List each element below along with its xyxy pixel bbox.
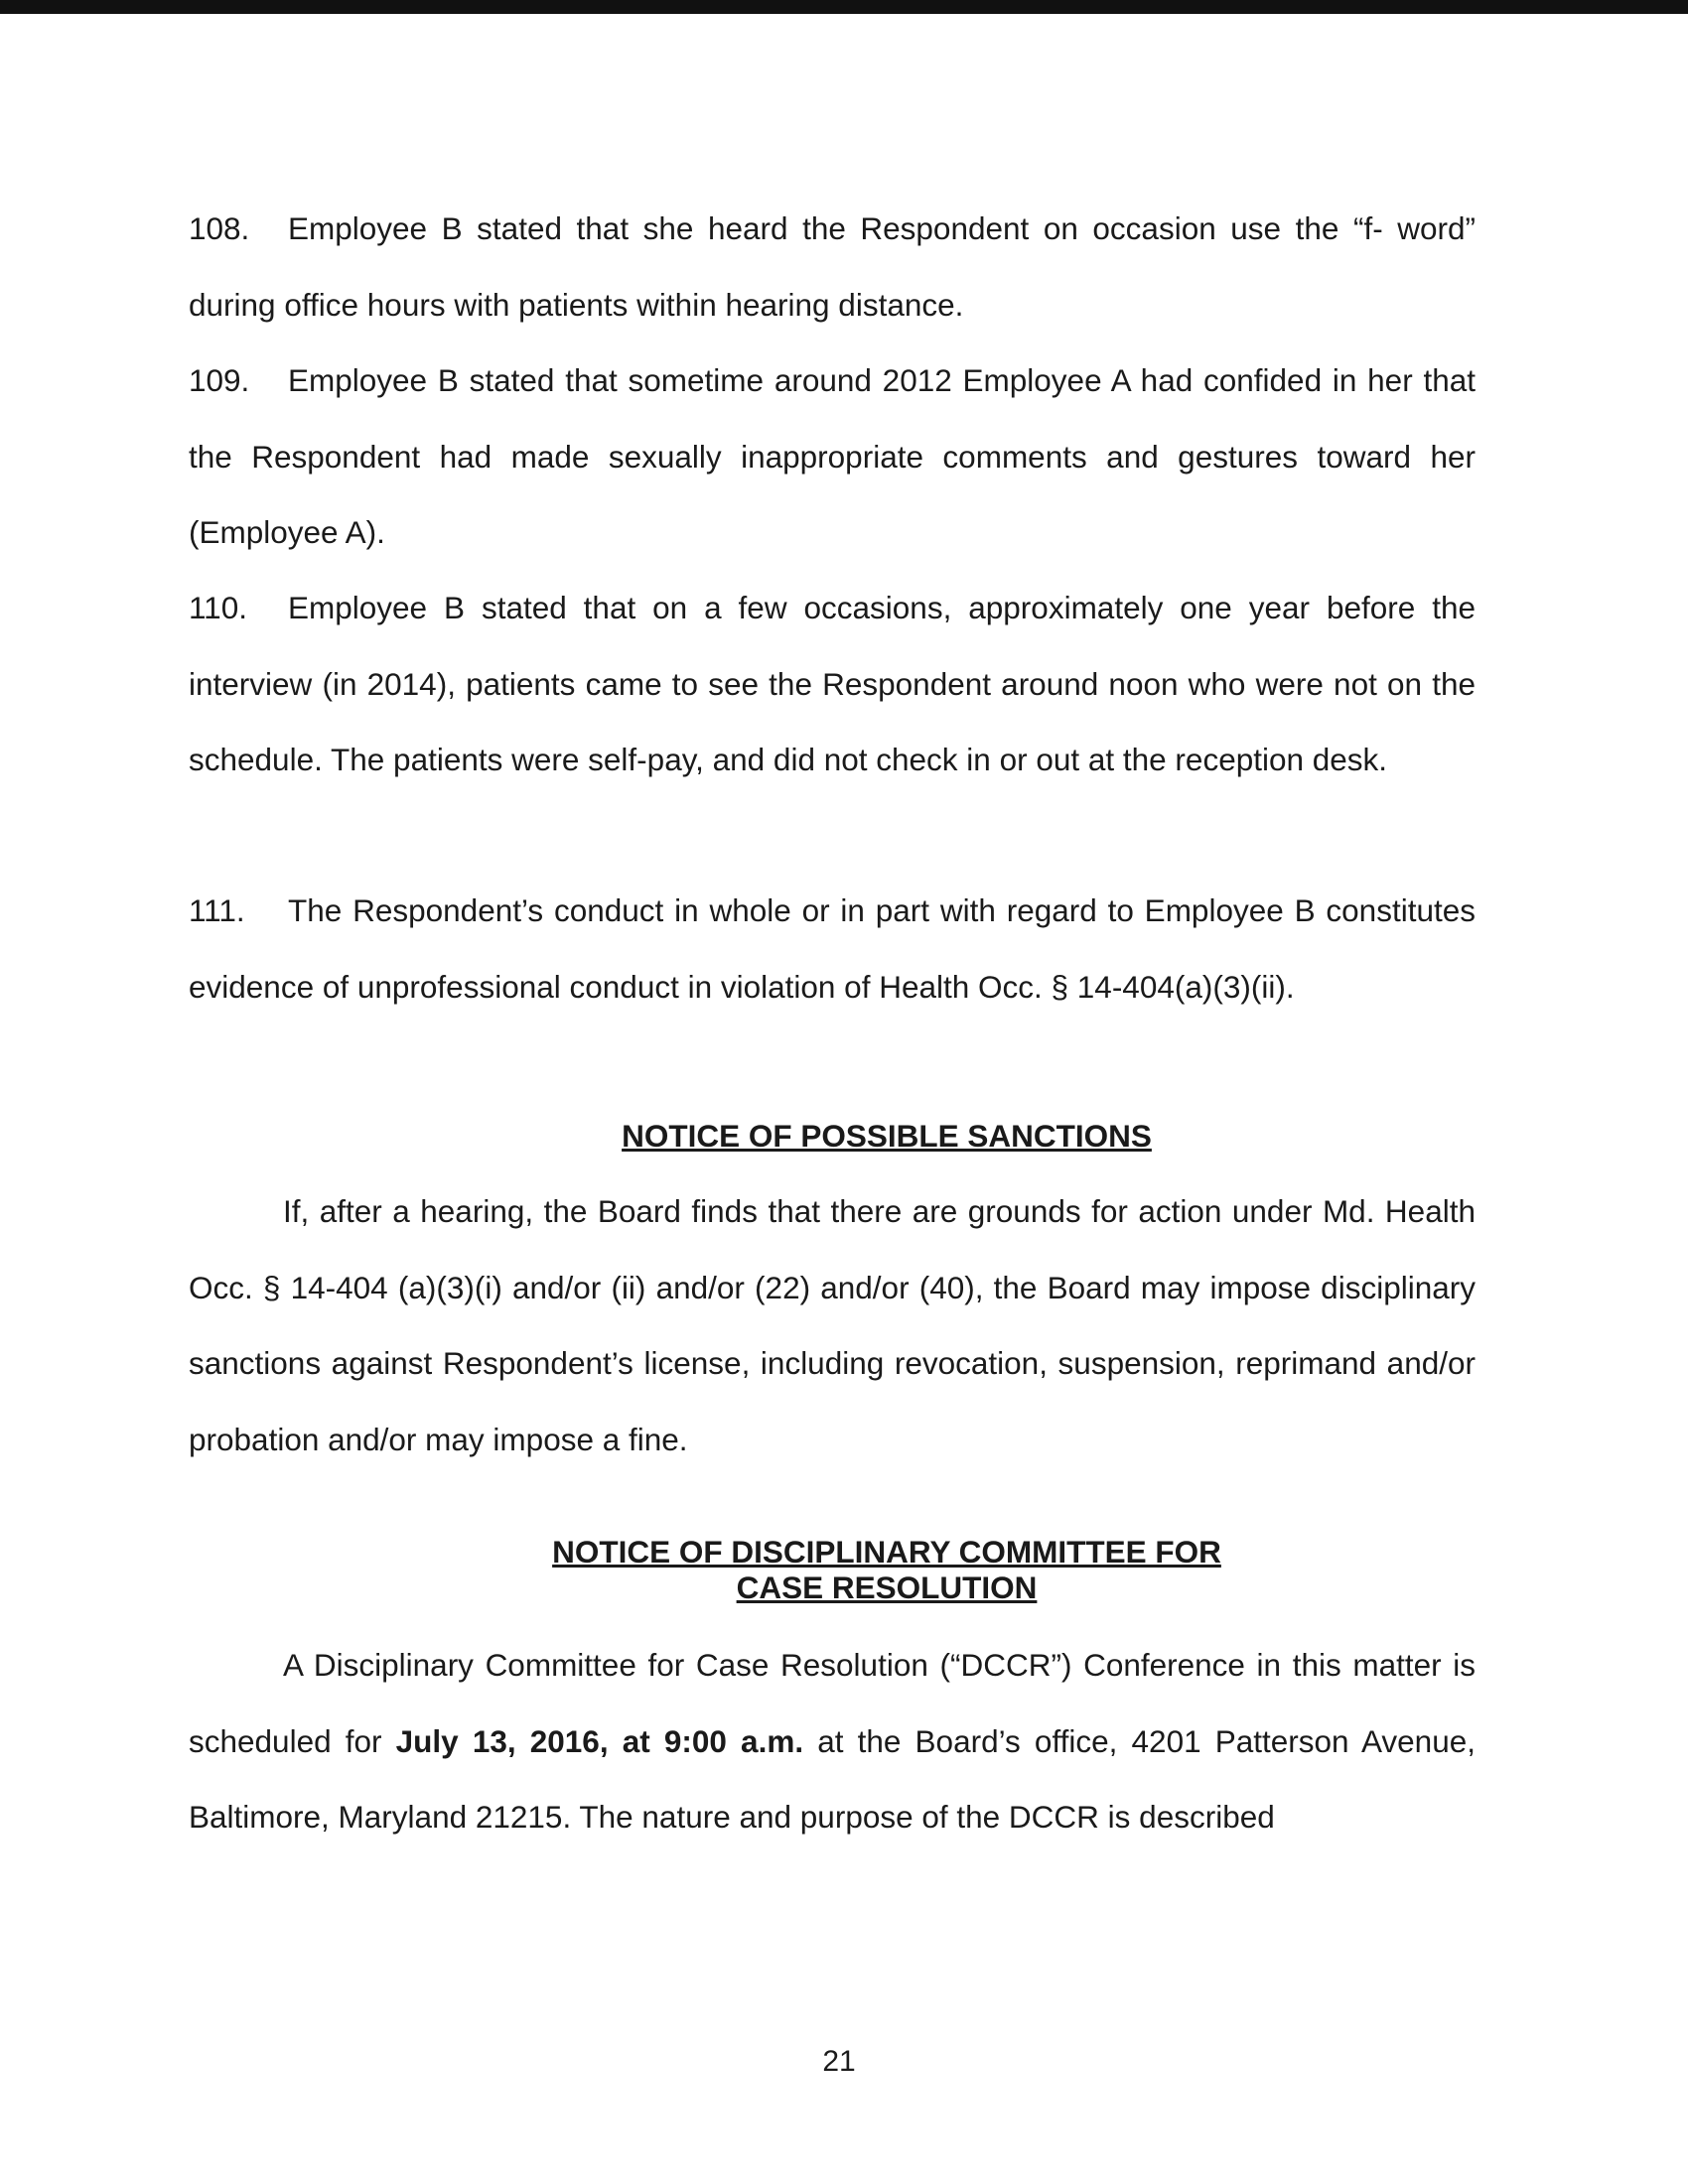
sanctions-paragraph: If, after a hearing, the Board finds that there are grounds for action under Md. Health Occ. § 14-404 (a)(3)(i) and/or (ii) and/or (22) and/or (40), the Board may impose disciplinary sanctions against Respondent’s license, including revocation, suspension, reprimand and/or probation and/or may impose a fine. — [189, 1193, 1476, 1457]
dccr-heading-line2: CASE RESOLUTION — [736, 1570, 1038, 1605]
dccr-date: July 13, 2016, at 9:00 a.m. — [395, 1722, 804, 1759]
dccr-paragraph — [189, 1627, 1476, 1855]
paragraph-110 — [189, 570, 1476, 798]
paragraph-number: 110. — [189, 590, 247, 625]
paragraph-number: 109. — [189, 362, 250, 398]
paragraph-number: 108. — [189, 210, 250, 246]
paragraph-text: Employee B stated that sometime around 2012 Employee A had confided in her that the Respondent had made sexually inappropriate comments and gestures toward her (Employee A). — [189, 362, 1476, 550]
paragraph-text: Employee B stated that on a few occasions, approximately one year before the interview (in 2014), patients came to see the Respondent around noon who were not on the schedule. The patients were self-pay, and did not check in or out at the reception desk. — [189, 590, 1476, 777]
paragraph-text: The Respondent’s conduct in whole or in part with regard to Employee B constitutes evidence of unprofessional conduct in violation of Health Occ. § 14-404(a)(3)(ii). — [189, 892, 1476, 1005]
page-number: 21 — [822, 2045, 856, 2078]
dccr-heading-line1: NOTICE OF DISCIPLINARY COMMITTEE FOR — [552, 1534, 1221, 1570]
paragraph-number: 111. — [189, 892, 245, 928]
paragraph-109 — [189, 342, 1476, 571]
paragraph-108 — [189, 191, 1476, 342]
dccr-text-after: at the Board’s office, 4201 Patterson Avenue, Baltimore, Maryland 21215. The nature and purpose of the DCCR is described — [189, 1722, 1476, 1835]
paragraph-text: Employee B stated that she heard the Respondent on occasion use the “f- word” during office hours with patients within hearing distance. — [189, 210, 1476, 323]
paragraph-111 — [189, 873, 1476, 1024]
dccr-text-before: A Disciplinary Committee for Case Resolution (“DCCR”) Conference in this matter is scheduled for — [189, 1647, 1476, 1759]
sanctions-heading: NOTICE OF POSSIBLE SANCTIONS — [622, 1118, 1152, 1154]
